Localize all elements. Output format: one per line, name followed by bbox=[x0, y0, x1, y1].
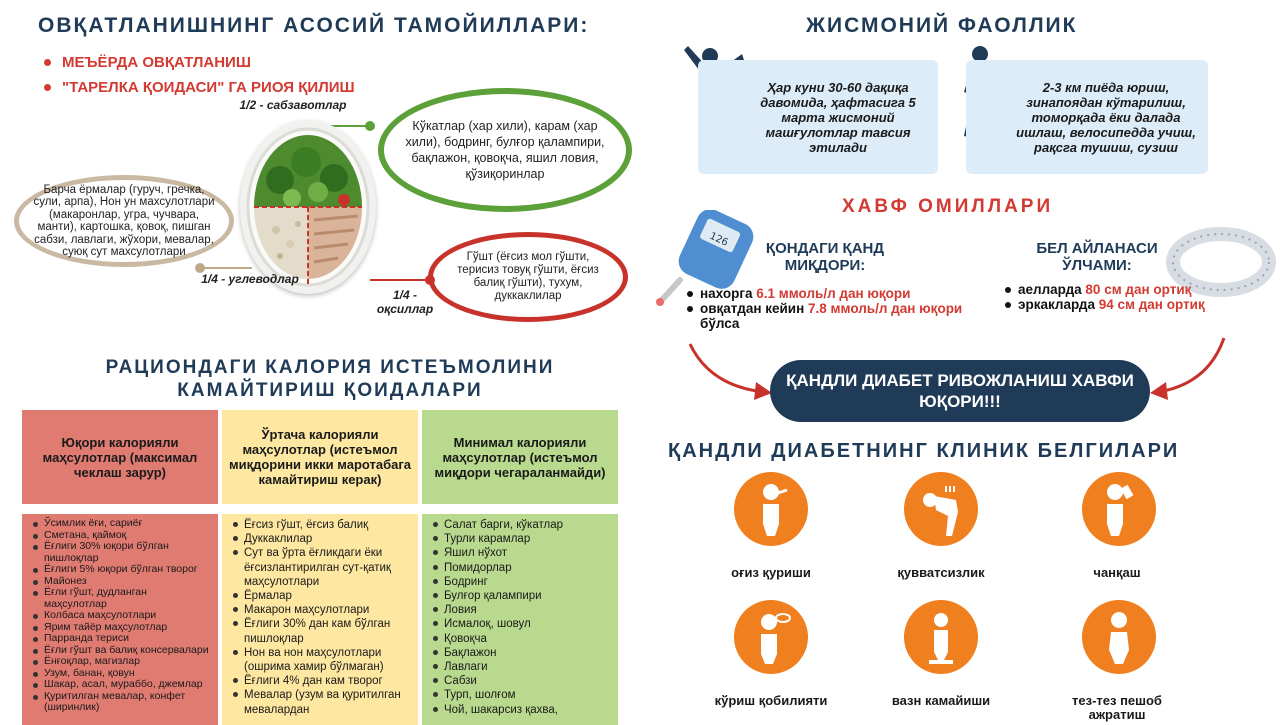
calorie-item: Узум, банан, қовун bbox=[32, 668, 212, 680]
risk-conclusion: ҚАНДЛИ ДИАБЕТ РИВОЖЛАНИШ ХАВФИ ЮҚОРИ!!! bbox=[770, 360, 1150, 422]
calorie-item: Қуритилган мевалар, конфет (ширинлик) bbox=[32, 691, 212, 714]
calorie-item: Ёғли гўшт, дудланган маҳсулотлар bbox=[32, 587, 212, 610]
calorie-item: Колбаса маҳсулотлари bbox=[32, 610, 212, 622]
activity-box-frequency bbox=[698, 60, 938, 174]
sugar-heading: ҚОНДАГИ ҚАНД МИҚДОРИ: bbox=[765, 240, 885, 274]
half-label: 1/2 - сабзавотлар bbox=[239, 98, 347, 112]
waist-item-men: эркакларда 94 см дан ортиқ bbox=[1004, 297, 1274, 312]
calorie-item: Бақлажон bbox=[432, 646, 612, 660]
calorie-item: Ярим тайёр маҳсулотлар bbox=[32, 622, 212, 634]
weakness-icon bbox=[904, 472, 978, 546]
symptoms-title: ҚАНДЛИ ДИАБЕТНИНГ КЛИНИК БЕЛГИЛАРИ bbox=[668, 440, 1180, 462]
risk-title: ХАВФ ОМИЛЛАРИ bbox=[842, 196, 1054, 217]
vision-icon bbox=[734, 600, 808, 674]
calorie-item: Булғор қалампири bbox=[432, 589, 612, 603]
calorie-item: Дуккаклилар bbox=[232, 532, 412, 546]
calorie-item: Сабзи bbox=[432, 674, 612, 688]
carbs-label: 1/4 - углеводлар bbox=[201, 272, 299, 286]
calorie-item: Макарон маҳсулотлари bbox=[232, 603, 412, 617]
calorie-item: Сметана, қаймоқ bbox=[32, 530, 212, 542]
calorie-item: Ёнғоқлар, магизлар bbox=[32, 656, 212, 668]
calorie-item: Чой, шакарсиз қахва, bbox=[432, 703, 612, 717]
nutrition-title: ОВҚАТЛАНИШНИНГ АСОСИЙ ТАМОЙИЛЛАРИ: bbox=[38, 14, 590, 37]
calorie-item: Майонез bbox=[32, 576, 212, 588]
calorie-item: Қовоқча bbox=[432, 632, 612, 646]
vegetables-oval bbox=[378, 88, 632, 212]
activity-frequency-text: Ҳар куни 30-60 дақиқа давомида, ҳафтасига 5 марта жисмоний машғулотлар тавсия этилади bbox=[760, 79, 916, 155]
calories-col-low-heading: Минимал калорияли маҳсулотлар (истеъмол миқдори чегараланмайди) bbox=[422, 410, 618, 504]
calories-col-high-list bbox=[22, 514, 218, 725]
calories-col-mid-list bbox=[222, 514, 418, 725]
calorie-item: Помидорлар bbox=[432, 561, 612, 575]
calorie-item: Ёғлиги 30% дан кам бўлган пишлоқлар bbox=[232, 617, 412, 645]
calorie-item: Сут ва ўрта ёғликдаги ёки ёғсизлантирилган сут-қатиқ маҳсулотлари bbox=[232, 546, 412, 589]
calories-col-mid-heading: Ўртача калорияли маҳсулотлар (истеъмол миқдорини икки маротабага камайтириш керак) bbox=[222, 410, 418, 504]
calorie-item: Ёғлиги 30% юқори бўлган пишлоқлар bbox=[32, 541, 212, 564]
urination-icon bbox=[1082, 600, 1156, 674]
glucometer-reading: 126 bbox=[707, 230, 730, 249]
calories-title: РАЦИОНДАГИ КАЛОРИЯ ИСТЕЪМОЛИНИ КАМАЙТИРИШ ҚОИДАЛАРИ bbox=[105, 357, 555, 401]
activity-box-examples bbox=[966, 60, 1208, 174]
symptom-label-weakness: қувватсизлик bbox=[897, 565, 985, 580]
calorie-item: Ёрмалар bbox=[232, 589, 412, 603]
dry-mouth-icon bbox=[734, 472, 808, 546]
activity-title: ЖИСМОНИЙ ФАОЛЛИК bbox=[806, 14, 1078, 37]
bullet-portion: МЕЪЁРДА ОВҚАТЛАНИШ bbox=[42, 50, 355, 75]
sugar-item-after-meal: овқатдан кейин 7.8 ммоль/л дан юқори бўлса bbox=[686, 301, 976, 331]
calorie-item: Ўсимлик ёғи, сариёғ bbox=[32, 518, 212, 530]
calorie-item: Шакар, асал, мураббо, джемлар bbox=[32, 679, 212, 691]
waist-heading: БЕЛ АЙЛАНАСИ ЎЛЧАМИ: bbox=[1036, 240, 1158, 274]
calorie-item: Турли карамлар bbox=[432, 532, 612, 546]
calorie-item: Салат барги, кўкатлар bbox=[432, 518, 612, 532]
calorie-item: Ловия bbox=[432, 603, 612, 617]
plate-image bbox=[240, 120, 376, 294]
activity-examples-text: 2-3 км пиёда юриш, зинапоядан кўтарилиш, томорқада ёки далада ишлаш, велосипедда учиш, рақсга тушиш, сузиш bbox=[1016, 79, 1196, 155]
symptom-label-weight-loss: вазн камайиши bbox=[891, 693, 991, 708]
carbs-text: Барча ёрмалар (гуруч, гречка, сули, арпа), Нон ун махсулотлари (макаронлар, угра, чучвара, манти), картошка, қовоқ, пишган сабзи, лавлаги, жўхори, мевалар, суюқ сут махсулотлари bbox=[33, 183, 215, 258]
waist-list bbox=[1004, 282, 1274, 312]
waist-item-women: аелларда 80 см дан ортиқ bbox=[1004, 282, 1274, 297]
sugar-list bbox=[686, 286, 976, 331]
symptom-label-vision: кўриш қобилияти bbox=[714, 693, 828, 708]
calorie-item: Исмалоқ, шовул bbox=[432, 617, 612, 631]
calorie-item: Турп, шолғом bbox=[432, 688, 612, 702]
calorie-item: Мевалар (узум ва қуритилган мевалардан bbox=[232, 688, 412, 716]
bullet-plate-rule: "ТАРЕЛКА ҚОИДАСИ" ГА РИОЯ ҚИЛИШ bbox=[42, 75, 355, 100]
proteins-oval bbox=[428, 232, 628, 322]
calorie-item: Бодринг bbox=[432, 575, 612, 589]
sugar-item-fasting: нахорга 6.1 ммоль/л дан юқори bbox=[686, 286, 976, 301]
proteins-text: Гўшт (ёғсиз мол гўшти, терисиз товуқ гўшти, ёғсиз балиқ гўшти), тухум, дуккаклилар bbox=[457, 251, 599, 302]
carbs-oval bbox=[14, 175, 234, 267]
proteins-label: 1/4 - оқсиллар bbox=[376, 288, 434, 316]
calorie-item: Нон ва нон маҳсулотлари (ошрима хамир бўлмаган) bbox=[232, 646, 412, 674]
calorie-item: Ёғлиги 4% дан кам творог bbox=[232, 674, 412, 688]
plate-illustration bbox=[240, 120, 376, 294]
weight-loss-icon bbox=[904, 600, 978, 674]
thirst-icon bbox=[1082, 472, 1156, 546]
calorie-item: Ёғли гўшт ва балиқ консервалари bbox=[32, 645, 212, 657]
calorie-item: Парранда териси bbox=[32, 633, 212, 645]
calorie-item: Ёғлиги 5% юқори бўлган творог bbox=[32, 564, 212, 576]
symptom-label-urination: тез-тез пешоб ажратиш bbox=[1072, 693, 1162, 722]
calorie-item: Ёғсиз гўшт, ёғсиз балиқ bbox=[232, 518, 412, 532]
symptom-label-thirst: чанқаш bbox=[1093, 565, 1141, 580]
calorie-item: Яшил нўхот bbox=[432, 546, 612, 560]
calorie-item: Лавлаги bbox=[432, 660, 612, 674]
vegetables-text: Кўкатлар (хар хили), карам (хар хили), бодринг, булғор қалампири, бақлажон, қовоқча, яшил ловия, қўзиқоринлар bbox=[405, 119, 605, 181]
calories-col-low-list bbox=[422, 514, 618, 725]
calories-col-high-heading: Юқори калорияли маҳсулотлар (максимал чеклаш зарур) bbox=[22, 410, 218, 504]
symptom-label-dry-mouth: оғиз қуриши bbox=[731, 565, 811, 580]
